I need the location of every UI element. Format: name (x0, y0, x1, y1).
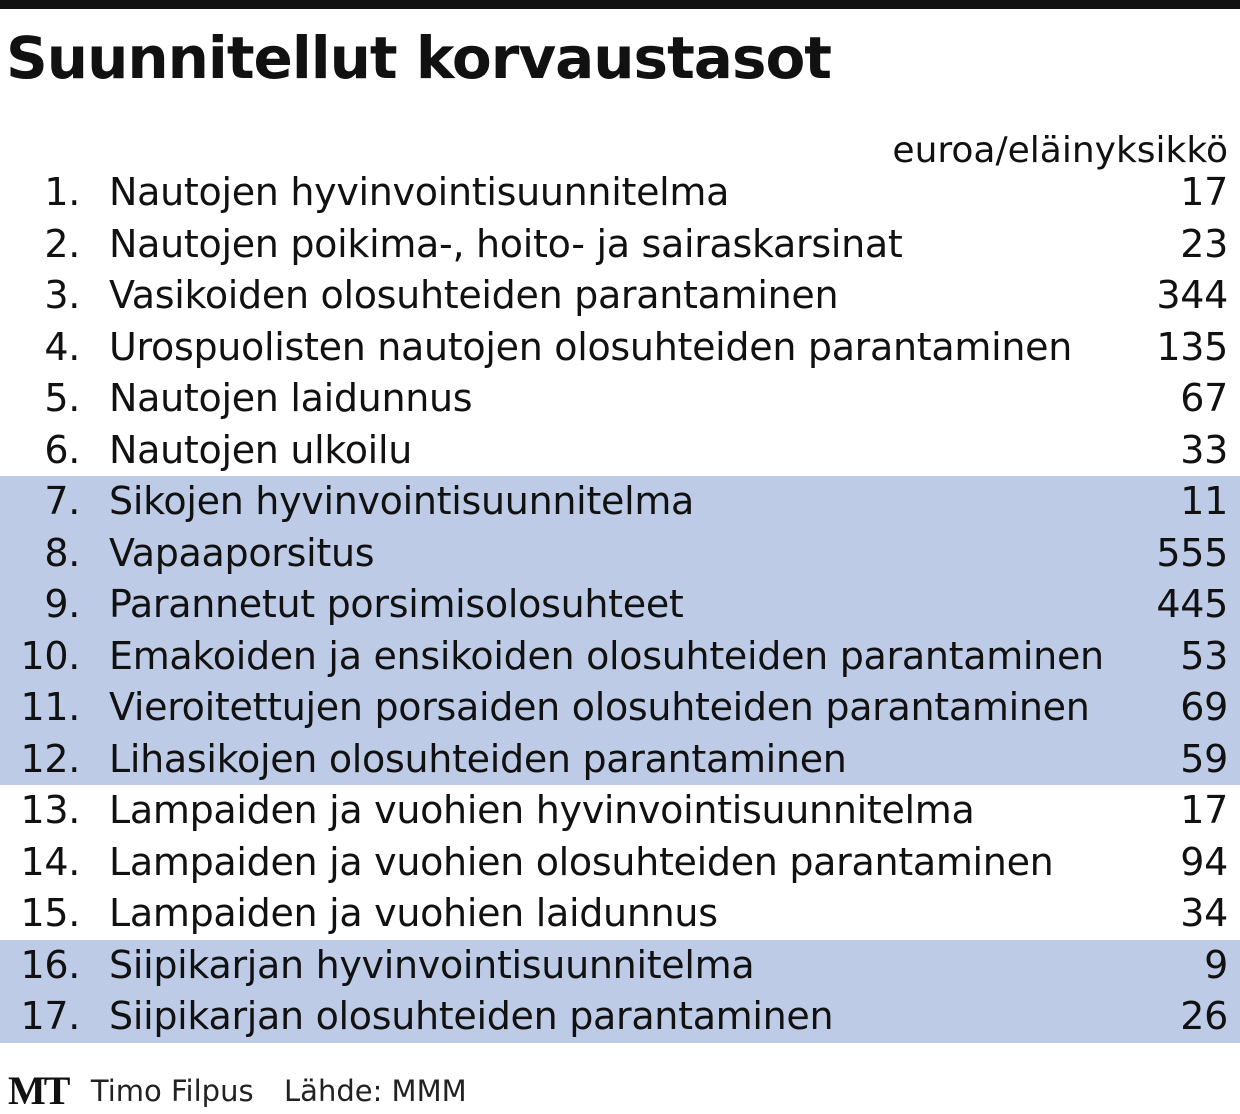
table-row (0, 940, 1240, 992)
page-title: Suunnitellut korvaustasot (6, 24, 832, 92)
row-value: 555 (1156, 530, 1228, 575)
table-row (0, 270, 1240, 322)
row-value: 34 (1180, 891, 1228, 935)
row-value: 69 (1180, 685, 1228, 729)
author-credit: Timo Filpus (90, 1074, 254, 1108)
table-row (0, 219, 1240, 271)
table-row (0, 167, 1240, 219)
row-number: 12. (20, 736, 80, 781)
row-label: Lampaiden ja vuohien olosuhteiden parantaminen (109, 839, 1054, 884)
unit-label: euroa/eläinyksikkö (892, 130, 1228, 171)
row-value: 59 (1180, 736, 1228, 781)
row-label: Siipikarjan hyvinvointisuunnitelma (109, 942, 755, 987)
row-value: 53 (1180, 633, 1228, 678)
row-label: Parannetut porsimisolosuhteet (109, 582, 684, 626)
row-label: Vapaaporsitus (109, 530, 375, 575)
row-label: Sikojen hyvinvointisuunnitelma (109, 479, 695, 523)
top-rule (0, 0, 1240, 9)
table-row (0, 425, 1240, 477)
row-label: Vasikoiden olosuhteiden parantaminen (109, 273, 839, 317)
row-number: 7. (44, 479, 80, 523)
source-credit: Lähde: MMM (284, 1074, 467, 1108)
table-row (0, 322, 1240, 374)
row-value: 17 (1180, 788, 1228, 832)
row-value: 135 (1156, 324, 1228, 369)
table-row (0, 682, 1240, 734)
row-value: 94 (1180, 839, 1228, 884)
table-row (0, 528, 1240, 580)
table-row (0, 476, 1240, 528)
table-row (0, 785, 1240, 837)
row-number: 6. (44, 427, 80, 472)
table-row (0, 734, 1240, 786)
row-value: 17 (1180, 170, 1228, 214)
rates-table (0, 167, 1240, 1043)
table-row (0, 631, 1240, 683)
row-label: Nautojen hyvinvointisuunnitelma (109, 170, 730, 214)
table-row (0, 373, 1240, 425)
row-number: 10. (20, 633, 80, 678)
table-row (0, 888, 1240, 940)
row-label: Vieroitettujen porsaiden olosuhteiden parantaminen (109, 685, 1090, 729)
row-value: 344 (1156, 273, 1228, 317)
row-number: 3. (44, 273, 80, 317)
row-label: Lampaiden ja vuohien hyvinvointisuunnitelma (109, 788, 975, 832)
row-label: Nautojen poikima-, hoito- ja sairaskarsinat (109, 221, 903, 266)
row-label: Nautojen laidunnus (109, 376, 473, 420)
footer (8, 1068, 467, 1114)
row-number: 13. (20, 788, 80, 832)
row-value: 26 (1180, 994, 1228, 1038)
row-number: 1. (44, 170, 80, 214)
row-number: 11. (20, 685, 80, 729)
row-label: Nautojen ulkoilu (109, 427, 412, 472)
row-value: 9 (1204, 942, 1228, 987)
row-label: Urospuolisten nautojen olosuhteiden parantaminen (109, 324, 1072, 369)
row-number: 17. (20, 994, 80, 1038)
row-label: Emakoiden ja ensikoiden olosuhteiden parantaminen (109, 633, 1104, 678)
table-row (0, 837, 1240, 889)
row-number: 8. (44, 530, 80, 575)
row-number: 5. (44, 376, 80, 420)
row-value: 445 (1156, 582, 1228, 626)
row-label: Lihasikojen olosuhteiden parantaminen (109, 736, 847, 781)
row-number: 2. (44, 221, 80, 266)
row-value: 11 (1180, 479, 1228, 523)
mt-logo: MT (8, 1068, 69, 1113)
table-row (0, 579, 1240, 631)
row-label: Siipikarjan olosuhteiden parantaminen (109, 994, 834, 1038)
row-number: 9. (44, 582, 80, 626)
row-number: 15. (20, 891, 80, 935)
row-number: 4. (44, 324, 80, 369)
row-value: 33 (1180, 427, 1228, 472)
row-number: 16. (20, 942, 80, 987)
row-value: 67 (1180, 376, 1228, 420)
row-number: 14. (20, 839, 80, 884)
row-value: 23 (1180, 221, 1228, 266)
table-row (0, 991, 1240, 1043)
row-label: Lampaiden ja vuohien laidunnus (109, 891, 718, 935)
